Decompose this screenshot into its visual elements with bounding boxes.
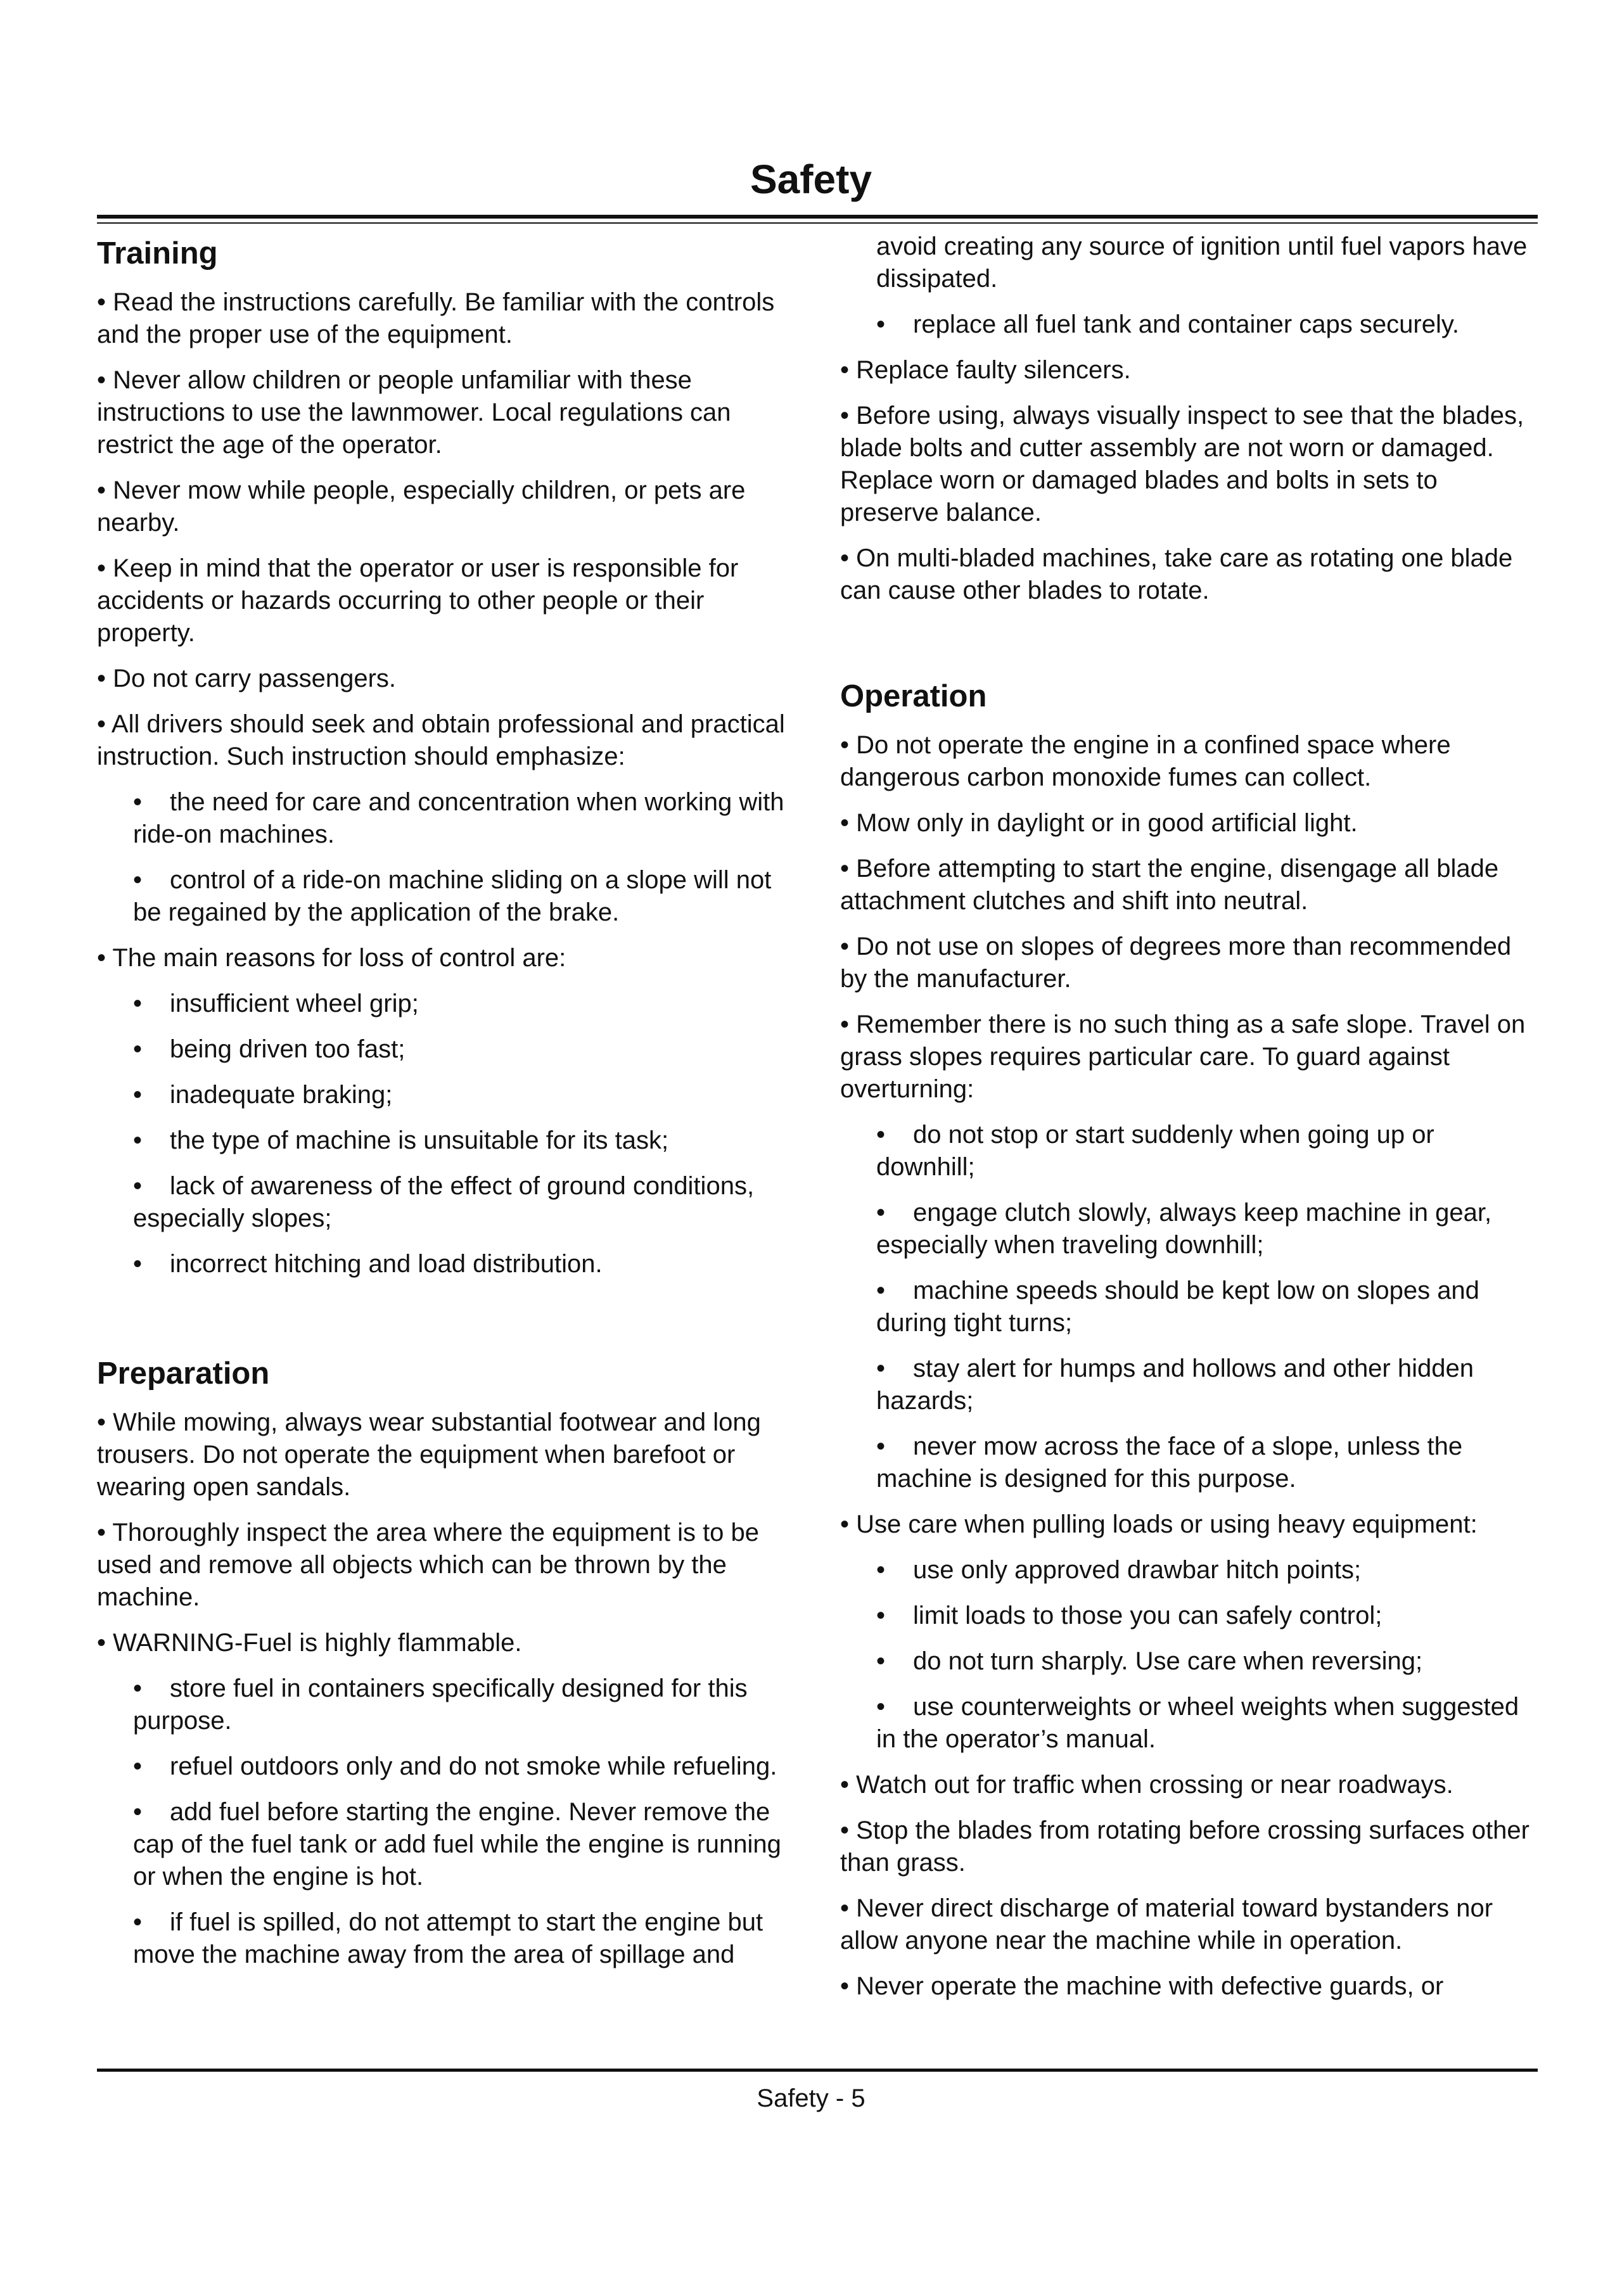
sub-list-item: • add fuel before starting the engine. Never remove the cap of the fuel tank or add fuel while the engine is running or when the engine is hot.: [97, 1796, 794, 1893]
bullet-icon: •: [133, 1126, 143, 1154]
bullet-icon: •: [840, 1510, 850, 1538]
right-column: [840, 231, 1537, 2016]
bullet-icon: •: [840, 402, 850, 430]
bullet-icon: •: [133, 866, 143, 894]
bullet-icon: •: [840, 1894, 850, 1922]
list-item: • WARNING-Fuel is highly flammable.: [97, 1627, 794, 1659]
bullet-icon: •: [133, 1752, 143, 1780]
list-item: • Read the instructions carefully. Be familiar with the controls and the proper use of the equipment.: [97, 286, 794, 351]
bullet-icon: •: [133, 1250, 143, 1278]
list-item: • Do not operate the engine in a confined space where dangerous carbon monoxide fumes can collect.: [840, 729, 1537, 794]
sub-list-item: • do not turn sharply. Use care when reversing;: [840, 1645, 1537, 1678]
sub-list-item: • the type of machine is unsuitable for its task;: [97, 1125, 794, 1157]
bullet-icon: •: [97, 554, 106, 582]
sub-list-item: • insufficient wheel grip;: [97, 988, 794, 1020]
bullet-icon: •: [133, 1674, 143, 1702]
sub-list-item: • control of a ride-on machine sliding on a slope will not be regained by the application of the brake.: [97, 864, 794, 929]
sub-list-item: • inadequate braking;: [97, 1079, 794, 1111]
header-rule: [97, 215, 1538, 219]
list-item: • Before attempting to start the engine, disengage all blade attachment clutches and shift into neutral.: [840, 853, 1537, 917]
bullet-icon: •: [97, 1408, 106, 1436]
list-item: • Never direct discharge of material toward bystanders nor allow anyone near the machine while in operation.: [840, 1892, 1537, 1957]
list-item: • The main reasons for loss of control are:: [97, 942, 794, 974]
bullet-icon: •: [840, 809, 850, 837]
list-item: • Remember there is no such thing as a safe slope. Travel on grass slopes requires particular care. To guard against overturning:: [840, 1009, 1537, 1106]
header-rule-thin: [97, 222, 1538, 224]
sub-list-item: • lack of awareness of the effect of ground conditions, especially slopes;: [97, 1170, 794, 1235]
list-item: • All drivers should seek and obtain professional and practical instruction. Such instruction should emphasize:: [97, 708, 794, 773]
bullet-icon: •: [876, 1121, 886, 1149]
bullet-icon: •: [133, 788, 143, 816]
sub-list-item: • machine speeds should be kept low on slopes and during tight turns;: [840, 1275, 1537, 1339]
page-title: Safety: [750, 156, 872, 202]
list-item: • Mow only in daylight or in good artificial light.: [840, 807, 1537, 839]
bullet-icon: •: [840, 1816, 850, 1844]
bullet-icon: •: [876, 1556, 886, 1584]
list-item: • Thoroughly inspect the area where the equipment is to be used and remove all objects which can be thrown by the machine.: [97, 1517, 794, 1614]
sub-list-item: • if fuel is spilled, do not attempt to start the engine but move the machine away from the area of spillage and: [97, 1906, 794, 1971]
sub-list-item: • stay alert for humps and hollows and other hidden hazards;: [840, 1353, 1537, 1417]
list-item: • While mowing, always wear substantial footwear and long trousers. Do not operate the equipment when barefoot or wearing open sandals.: [97, 1406, 794, 1503]
bullet-icon: •: [133, 990, 143, 1017]
bullet-icon: •: [876, 1355, 886, 1382]
list-item: • Never mow while people, especially children, or pets are nearby.: [97, 475, 794, 539]
section-heading-operation: Operation: [840, 679, 987, 713]
bullet-icon: •: [133, 1172, 143, 1200]
bullet-icon: •: [97, 710, 106, 738]
bullet-icon: •: [876, 1602, 886, 1630]
list-item: • Keep in mind that the operator or user is responsible for accidents or hazards occurring to other people or their property.: [97, 552, 794, 649]
bullet-icon: •: [840, 544, 850, 572]
sub-list-item: • the need for care and concentration when working with ride-on machines.: [97, 786, 794, 851]
bullet-icon: •: [876, 1199, 886, 1227]
footer-rule: [97, 2069, 1538, 2072]
section-heading-training: Training: [97, 236, 218, 271]
sub-list-item: • replace all fuel tank and container caps securely.: [840, 309, 1537, 341]
list-item: • Never operate the machine with defective guards, or: [840, 1970, 1537, 2003]
bullet-icon: •: [840, 933, 850, 960]
sub-list-item: • never mow across the face of a slope, unless the machine is designed for this purpose.: [840, 1431, 1537, 1495]
list-item: • On multi-bladed machines, take care as rotating one blade can cause other blades to rotate.: [840, 542, 1537, 607]
left-column: [97, 231, 794, 1984]
bullet-icon: •: [876, 1277, 886, 1304]
list-item: • Do not use on slopes of degrees more than recommended by the manufacturer.: [840, 931, 1537, 995]
bullet-icon: •: [97, 476, 106, 504]
bullet-icon: •: [840, 356, 850, 384]
bullet-icon: •: [97, 288, 106, 316]
bullet-icon: •: [97, 944, 106, 972]
bullet-icon: •: [876, 1693, 886, 1721]
page-footer: Safety - 5: [757, 2084, 865, 2112]
bullet-icon: •: [133, 1081, 143, 1109]
bullet-icon: •: [97, 1629, 106, 1657]
bullet-icon: •: [97, 366, 106, 394]
list-item: • Do not carry passengers.: [97, 663, 794, 695]
sub-list-item: • use only approved drawbar hitch points;: [840, 1554, 1537, 1586]
sub-list-item: • incorrect hitching and load distribution.: [97, 1248, 794, 1280]
bullet-icon: •: [97, 665, 106, 692]
bullet-icon: •: [876, 1432, 886, 1460]
list-item: • Use care when pulling loads or using heavy equipment:: [840, 1508, 1537, 1541]
sub-list-item: • being driven too fast;: [97, 1033, 794, 1066]
list-item: • Never allow children or people unfamiliar with these instructions to use the lawnmower. Local regulations can restrict the age of the operator.: [97, 364, 794, 461]
list-item: • Watch out for traffic when crossing or near roadways.: [840, 1769, 1537, 1801]
sub-list-item: • engage clutch slowly, always keep machine in gear, especially when traveling downhill;: [840, 1197, 1537, 1261]
section-heading-preparation: Preparation: [97, 1356, 270, 1391]
section-spacer: [840, 620, 1537, 677]
sub-list-item: • store fuel in containers specifically designed for this purpose.: [97, 1673, 794, 1737]
sub-list-item: • refuel outdoors only and do not smoke while refueling.: [97, 1751, 794, 1783]
bullet-icon: •: [133, 1908, 143, 1936]
bullet-icon: •: [840, 1771, 850, 1799]
bullet-icon: •: [876, 310, 886, 338]
list-item: • Replace faulty silencers.: [840, 354, 1537, 386]
bullet-icon: •: [876, 1647, 886, 1675]
bullet-icon: •: [840, 1972, 850, 2000]
list-item: • Stop the blades from rotating before crossing surfaces other than grass.: [840, 1814, 1537, 1879]
sub-list-item: • do not stop or start suddenly when going up or downhill;: [840, 1119, 1537, 1183]
sub-list-item-continued: avoid creating any source of ignition until fuel vapors have dissipated.: [876, 233, 1528, 293]
sub-list-item: • limit loads to those you can safely control;: [840, 1600, 1537, 1632]
bullet-icon: •: [840, 1011, 850, 1038]
bullet-icon: •: [133, 1035, 143, 1063]
bullet-icon: •: [840, 731, 850, 759]
bullet-icon: •: [133, 1798, 143, 1826]
bullet-icon: •: [840, 855, 850, 883]
bullet-icon: •: [97, 1519, 106, 1547]
section-spacer: [97, 1294, 794, 1351]
sub-list-item: • use counterweights or wheel weights when suggested in the operator’s manual.: [840, 1691, 1537, 1756]
list-item: • Before using, always visually inspect to see that the blades, blade bolts and cutter assembly are not worn or damaged. Replace worn or damaged blades and bolts in sets to preserve balance.: [840, 400, 1537, 529]
